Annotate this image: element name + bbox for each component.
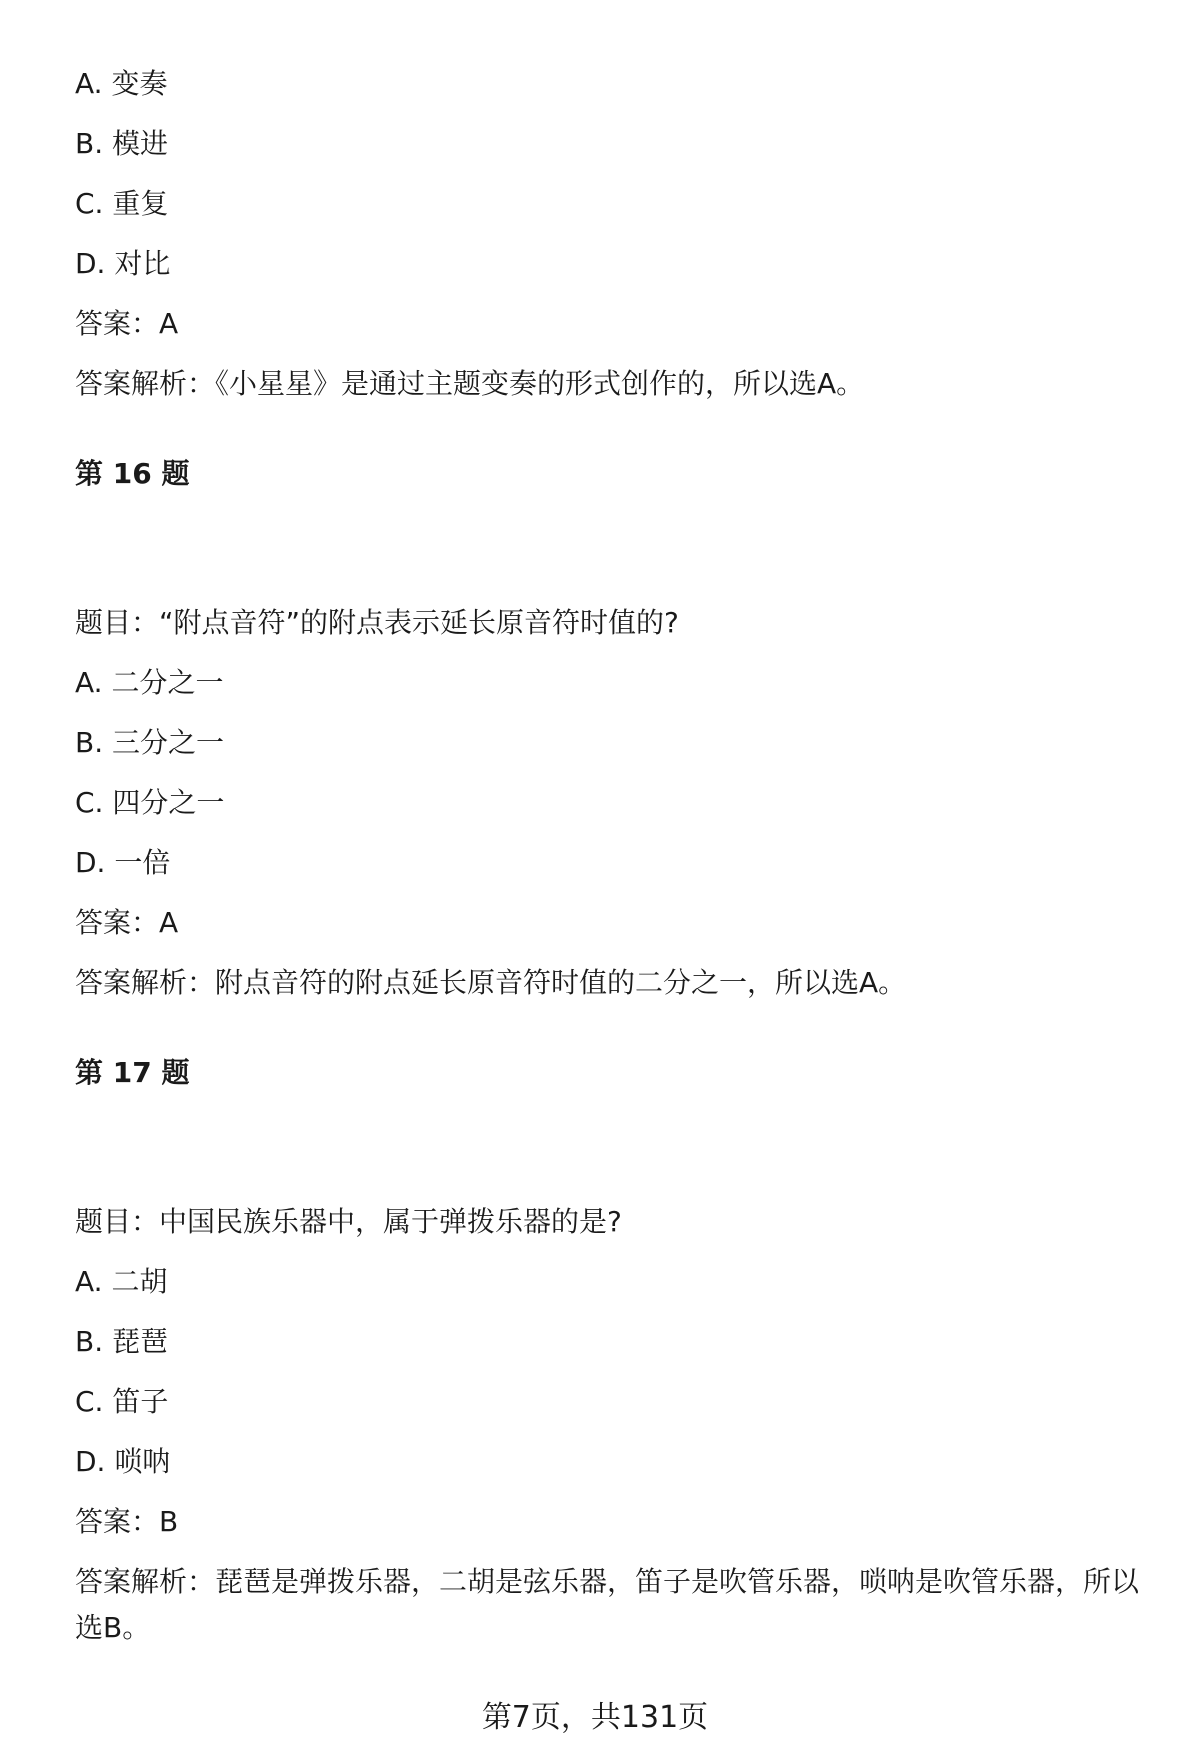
q15-option-b: B. 模进	[75, 127, 169, 160]
q17-option-c: C. 笛子	[75, 1385, 169, 1418]
q17-option-a: A. 二胡	[75, 1265, 168, 1298]
q17-analysis: 答案解析：琵琶是弹拨乐器，二胡是弦乐器，笛子是吹管乐器，唢呐是吹管乐器，所以选B。	[75, 1565, 1140, 1644]
q16-question: 题目：“附点音符”的附点表示延长原音符时值的?	[75, 606, 679, 639]
q16-option-a: A. 二分之一	[75, 666, 224, 699]
q15-analysis: 答案解析：《小星星》是通过主题变奏的形式创作的，所以选A。	[75, 367, 865, 400]
q15-option-c: C. 重复	[75, 187, 169, 220]
q17-option-d: D. 唢呐	[75, 1445, 171, 1478]
q17-option-b: B. 琵琶	[75, 1325, 169, 1358]
q16-analysis: 答案解析：附点音符的附点延长原音符时值的二分之一，所以选A。	[75, 966, 907, 999]
q16-heading: 第 16 题	[75, 457, 190, 490]
page-number-footer: 第7页，共131页	[481, 1700, 709, 1735]
q15-option-d: D. 对比	[75, 247, 171, 280]
q17-question: 题目：中国民族乐器中，属于弹拨乐器的是?	[75, 1205, 622, 1238]
q15-answer: 答案：A	[75, 307, 179, 340]
q16-option-b: B. 三分之一	[75, 726, 225, 759]
q17-heading: 第 17 题	[75, 1056, 190, 1089]
q15-option-a: A. 变奏	[75, 67, 168, 100]
q17-answer: 答案：B	[75, 1505, 179, 1538]
q16-option-d: D. 一倍	[75, 846, 171, 879]
q16-option-c: C. 四分之一	[75, 786, 225, 819]
q16-answer: 答案：A	[75, 906, 179, 939]
